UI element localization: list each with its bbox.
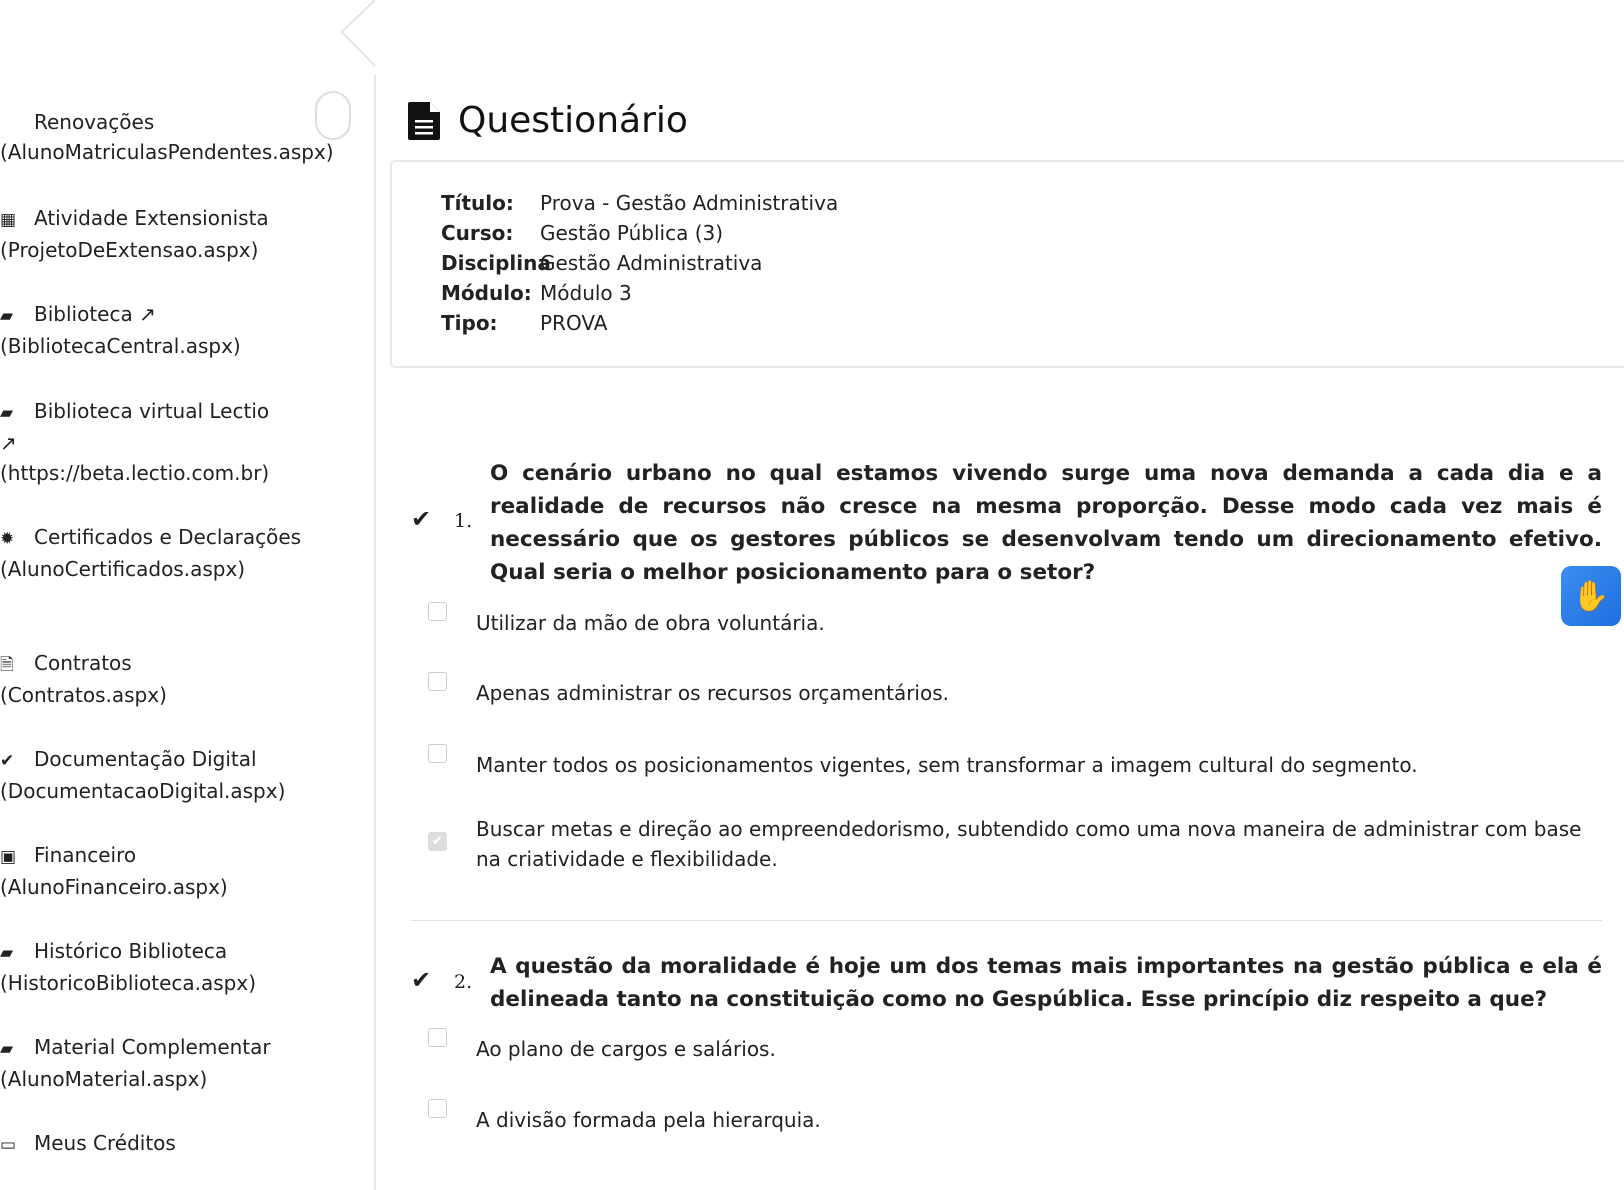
option-checkbox-checked[interactable]: ✔ bbox=[428, 832, 447, 851]
sidebar-item-contratos[interactable]: 🗎 Contratos (Contratos.aspx) bbox=[0, 651, 167, 707]
check-icon: ✔ bbox=[0, 751, 15, 771]
grid-icon: ▦ bbox=[0, 210, 17, 230]
option-checkbox[interactable] bbox=[428, 1099, 447, 1118]
book-icon: ▰ bbox=[0, 943, 14, 963]
sidebar-divider bbox=[374, 75, 376, 1190]
pdf-file-icon: 🗎 bbox=[0, 655, 14, 675]
document-icon bbox=[408, 102, 440, 140]
collapse-sidebar-chevron-icon[interactable] bbox=[330, 0, 380, 70]
sidebar-item-biblioteca[interactable]: ▰ Biblioteca ↗ (BibliotecaCentral.aspx) bbox=[0, 302, 241, 358]
sign-language-accessibility-button[interactable] bbox=[1561, 566, 1621, 626]
question-1: ✔ 1. O cenário urbano no qual estamos vivendo surge uma nova demanda a cada dia e a realidade de recursos não cresce na mesma proporção. Desse modo cada vez mais é necessário que os gestores públicos se desenvolvam tendo um direcionamento efetivo. Qual seria o melhor posicionamento para o setor? bbox=[411, 461, 1602, 585]
option-checkbox[interactable] bbox=[428, 672, 447, 691]
question-1-option-3[interactable]: Manter todos os posicionamentos vigentes, sem transformar a imagem cultural do segmento. bbox=[428, 750, 1608, 780]
sidebar-item-documentacao-digital[interactable]: ✔ Documentação Digital (DocumentacaoDigital.aspx) bbox=[0, 747, 286, 803]
book-icon: ▰ bbox=[0, 1039, 14, 1059]
question-separator bbox=[411, 920, 1602, 921]
question-2-option-1[interactable]: Ao plano de cargos e salários. bbox=[428, 1034, 1608, 1064]
external-link-icon: ↗ bbox=[0, 431, 17, 455]
answered-check-icon: ✔ bbox=[411, 505, 432, 533]
external-link-icon: ↗ bbox=[139, 302, 156, 326]
sidebar-item-certificados[interactable]: ✹ Certificados e Declarações (AlunoCertificados.aspx) bbox=[0, 525, 302, 581]
money-icon: ▣ bbox=[0, 847, 17, 867]
question-2-option-2[interactable]: A divisão formada pela hierarquia. bbox=[428, 1105, 1608, 1135]
option-checkbox[interactable] bbox=[428, 602, 447, 621]
credit-card-icon: ▭ bbox=[0, 1135, 17, 1155]
sign-language-hands-icon: ✋ bbox=[1572, 578, 1610, 614]
question-1-option-4[interactable]: ✔ Buscar metas e direção ao empreendedorismo, subtendido como uma nova maneira de administrar com base na criatividade e flexibilidade. bbox=[428, 814, 1608, 874]
sidebar-item-renovacoes[interactable]: Renovações (AlunoMatriculasPendentes.aspx) bbox=[0, 110, 334, 164]
sidebar-item-material-complementar[interactable]: ▰ Material Complementar (AlunoMaterial.aspx) bbox=[0, 1035, 271, 1091]
sidebar-item-historico-biblioteca[interactable]: ▰ Histórico Biblioteca (HistoricoBiblioteca.aspx) bbox=[0, 939, 256, 995]
answered-check-icon: ✔ bbox=[411, 966, 432, 994]
certificate-icon: ✹ bbox=[0, 529, 15, 549]
option-checkbox[interactable] bbox=[428, 1028, 447, 1047]
sidebar-item-atividade-extensionista[interactable]: ▦ Atividade Extensionista (ProjetoDeExtensao.aspx) bbox=[0, 206, 269, 262]
question-1-option-1[interactable]: Utilizar da mão de obra voluntária. bbox=[428, 608, 1608, 638]
question-1-option-2[interactable]: Apenas administrar os recursos orçamentários. bbox=[428, 678, 1608, 708]
sidebar-item-biblioteca-virtual[interactable]: ▰ Biblioteca virtual Lectio ↗ (https://beta.lectio.com.br) bbox=[0, 399, 270, 485]
question-2: ✔ 2. A questão da moralidade é hoje um dos temas mais importantes na gestão pública e ela é delineada tanto na constituição como no Gespública. Esse princípio diz respeito a que? bbox=[411, 954, 1602, 1012]
page-title: Questionário bbox=[408, 100, 688, 141]
sidebar-item-financeiro[interactable]: ▣ Financeiro (AlunoFinanceiro.aspx) bbox=[0, 843, 228, 899]
book-icon: ▰ bbox=[0, 306, 14, 326]
sidebar-item-meus-creditos[interactable]: ▭ Meus Créditos bbox=[0, 1128, 340, 1160]
option-checkbox[interactable] bbox=[428, 744, 447, 763]
book-icon: ▰ bbox=[0, 403, 14, 423]
